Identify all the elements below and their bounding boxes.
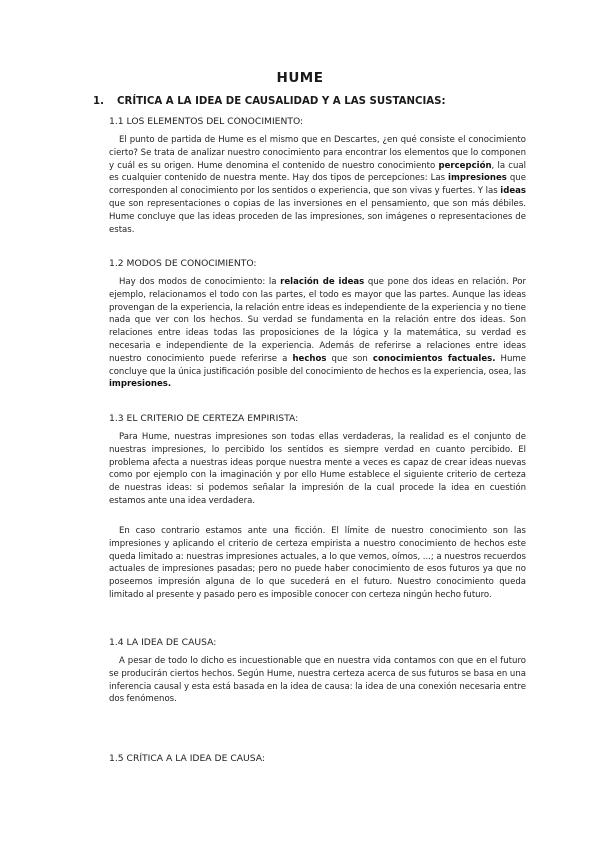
paragraph-1-3-a: Para Hume, nuestras impresiones son todas ellas verdaderas, la realidad es el conjunto de nuestras impresiones, lo percibido los sentidos es siempre verdad en cuanto percibido. El problema afecta a nuestras ideas porque nuestra mente a veces es capaz de crear ideas nuevas como por ejemplo con la imaginación y por ello Hume establece el siguiente criterio de certeza de nuestras ideas: si podemos señalar la impresión de la cual procede la idea en cuestión estamos ante una idea verdadera. (109, 432, 526, 506)
subsection-heading-1-1: 1.1 LOS ELEMENTOS DEL CONOCIMIENTO: (109, 116, 304, 127)
paragraph-1-3-b: En caso contrario estamos ante una ficción. El límite de nuestro conocimiento son las impresiones y aplicando el criterio de certeza empirista a nuestro conocimiento de hechos este queda limitado a: nuestras impresiones actuales, a lo que vemos, oímos, ...; a nuestros recuerdos actuales de impresiones pasadas; pero no puede haber conocimiento de esos futuros ya que no poseemos impresión alguna de lo que sucederá en el futuro. Nuestro conocimiento queda limitado al presente y pasado pero es imposible conocer con certeza ningún hecho futuro. (109, 526, 526, 600)
paragraph-1-1 (109, 134, 526, 236)
text-run: , la cual es cualquier contenido de nuestra mente. Hay dos tipos de percepciones: Las (109, 160, 526, 184)
section-title: CRÍTICA A LA IDEA DE CAUSALIDAD Y A LAS SUSTANCIAS: (117, 96, 446, 107)
bold-term: conocimientos factuales. (372, 353, 496, 364)
subsection-heading-1-3: 1.3 EL CRITERIO DE CERTEZA EMPIRISTA: (109, 413, 299, 424)
bold-term: impresiones (448, 173, 507, 184)
bold-term: hechos (292, 353, 327, 364)
text-run: Hay dos modos de conocimiento: la (119, 277, 281, 287)
text-run: que pone dos ideas en relación. Por ejemplo, relacionamos el todo con las partes, el todo es mayor que las partes. Aunque las ideas provengan de la experiencia, la relación entre ideas es independiente de la experiencia y no tiene nada que ver con los hechos. Su verdad se fundamenta en la relación entre dos ideas. Son relaciones entre ideas todas las proposiciones de la lógica y la matemática, su verdad es necesaria e independiente de la experiencia. Además de referirse a relaciones entre ideas nuestro conocimiento puede referirse a (109, 277, 526, 364)
text-run: que son (326, 353, 373, 364)
text-run: Hume concluye que la única justificación posible del conocimiento de hechos es la experiencia, osea, las (109, 353, 526, 377)
bold-term: percepción (438, 160, 492, 171)
bold-term: impresiones. (109, 379, 172, 390)
section-heading (93, 96, 446, 107)
section-number: 1. (93, 96, 104, 107)
subsection-heading-1-5: 1.5 CRÍTICA A LA IDEA DE CAUSA: (109, 753, 265, 764)
page-title: HUME (276, 70, 324, 86)
subsection-heading-1-4: 1.4 LA IDEA DE CAUSA: (109, 637, 217, 648)
subsection-heading-1-2: 1.2 MODOS DE CONOCIMIENTO: (109, 258, 257, 269)
text-run: El punto de partida de Hume es el mismo que en Descartes, ¿en qué consiste el conocimiento cierto? Se trata de analizar nuestro conocimiento para encontrar los elementos que lo componen y cuál es su origen. Hume denomina el contenido de nuestro conocimiento (109, 135, 526, 171)
paragraph-1-2 (109, 276, 526, 391)
paragraph-1-4: A pesar de todo lo dicho es incuestionable que en nuestra vida contamos con que en el futuro se producirán ciertos hechos. Según Hume, nuestra certeza acerca de sus futuros se basa en una inferencia causal y esta está basada en la idea de causa: la idea de una conexión necesaria entre dos fenómenos. (109, 656, 526, 705)
bold-term: relación de ideas (280, 277, 365, 287)
text-run: que son representaciones o copias de las inversiones en el pensamiento, que son más débiles. Hume concluye que las ideas proceden de las impresiones, son imágenes o representaciones de estas. (109, 198, 526, 235)
bold-term: ideas (500, 186, 526, 197)
text-run: que corresponden al conocimiento por los sentidos o experiencia, que son vivas y fuertes. Y las (109, 173, 526, 197)
